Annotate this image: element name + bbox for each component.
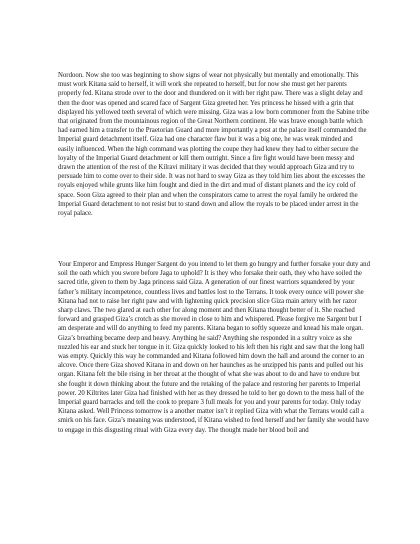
body-paragraph-1: Nordoon. Now she too was beginning to show signs of wear not physically but mentally and emotionally. This must work Kitana said to herself, it will work she repeated to herself, but for now she must get her parents properly fed. Kitana strode over to the door and thundered on it with her right paw. There was a slight delay and then the door was opened and scared face of Sargent Giza greeted her. Yes princess he hissed with a grin that displayed his yellowed teeth several of which were missing. Giza was a low born commoner from the Sabine tribe that originated from the mountainous region of the Great Northern continent. He was brave enough battle which had earned him a transfer to the Praetorian Guard and more importantly a post at the palace itself commanded the Imperial guard detachment itself. Giza had one character flaw but it was a big one, he was weak minded and easily influenced. When the high command was plotting the coupe they had knew they had to either secure the loyalty of the Imperial Guard detachment or kill them outright. Since a fire fight would have been messy and drawn the attention of the rest of the Kilravi military it was decided that they would approach Giza and try to persuade him to come over to their side. It was not hard to sway Giza as they told him lies about the excesses the royals enjoyed while grunts like him fought and died in the dirt and mud of distant planets and the icy cold of space. Soon Giza agreed to their plan and when the conspirators came to arrest the royal family he ordered the Imperial Guard detachment to not resist but to stand down and allow the royals to be placed under arrest in the royal palace. [58,72,369,218]
body-paragraph-2: Your Emperor and Empress Hunger Sargent do you intend to let them go hungry and further forsake your duty and soil the oath which you swore before Jaga to uphold? It is they who forsake their oath, they who have soiled the sacred title, given to them by Jaga princess said Giza. A generation of our finest warriors squandered by your father’s military incompetence, countless lives and battles lost to the Terrans. It took every ounce will power she Kitana had not to raise her right paw and with lightening quick precision slice Giza main artery with her razor sharp claws. The two glared at each other for along moment and then Kitana thought better of it. She reached forward and grasped Giza’s crotch as she moved in close to him and whispered. Please forgive me Sargent but I am desperate and will do anything to feed my parents. Kitana began to softly squeeze and knead his male organ. Giza’s breathing became deep and heavy. Anything he said? Anything she responded in a sultry voice as she nuzzled his ear and stuck her tongue in it. Giza quickly looked to his left then his right and saw that the long hall was empty. Quickly this way he commanded and Kitana followed him down the hall and around the corner to an alcove. Once there Giza shoved Kitana in and down on her haunches as he unzipped his pants and pulled out his organ. Kitana felt the bile rising in her throat at the thought of what she was about to do and have to endure but she fought it down thinking about the future and the retaking of the palace and restoring her parents to Imperial power. 20 Kiltrites later Giza had finished with her as they dressed he told to her go down to the mess hall of the Imperial guard barracks and tell the cook to prepare 3 full meals for you and your parents for today. Only today Kitana asked. Well Princess tomorrow is a another matter isn’t it replied Giza with what the Terrans would call a smirk on his face. Giza’s meaning was understood, if Kitana wished to feed herself and her family she would have to engage in this disgusting ritual with Giza every day. The thought made her blood boil and [58,261,370,434]
